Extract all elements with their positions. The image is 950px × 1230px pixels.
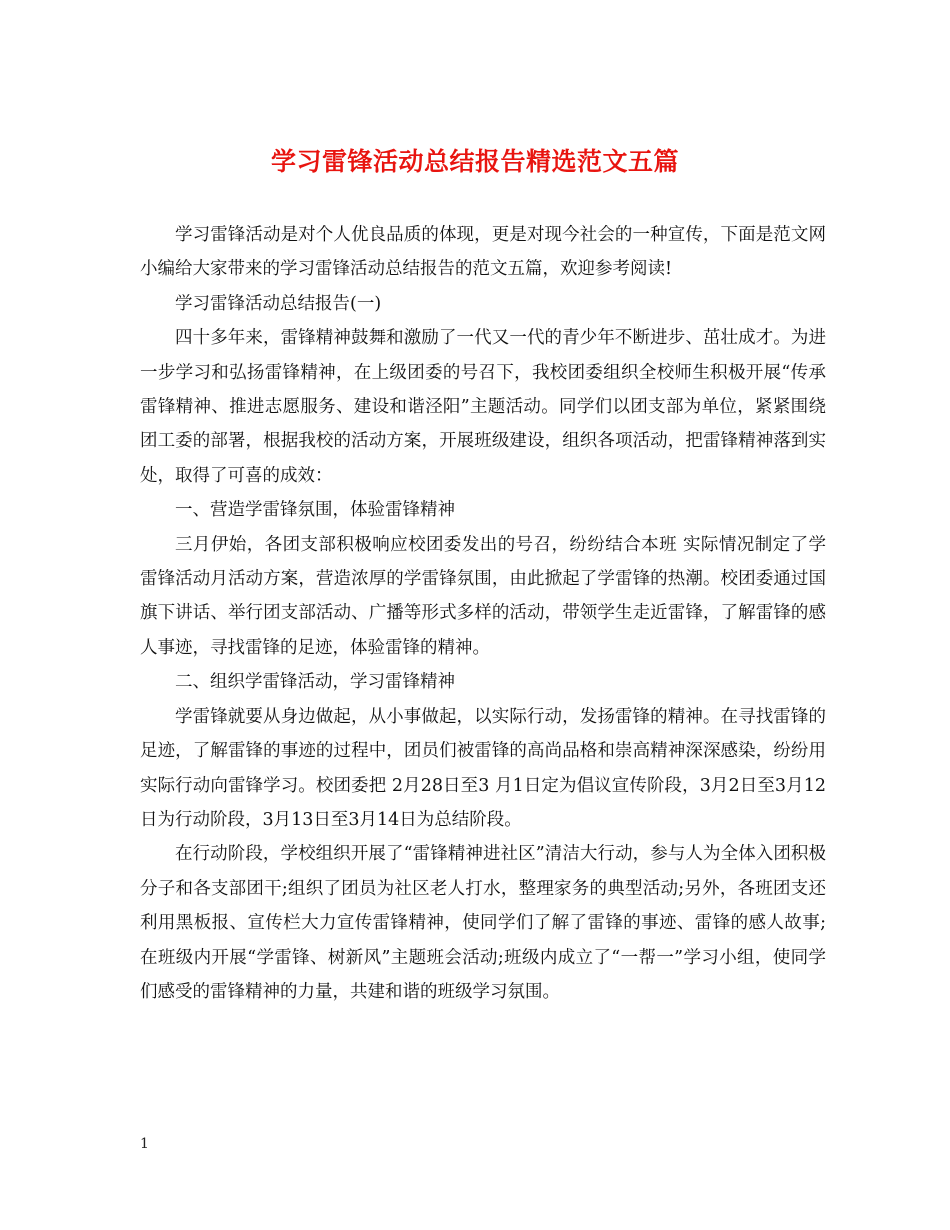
document-title: 学习雷锋活动总结报告精选范文五篇 [270, 147, 679, 176]
section-heading-1: 一、营造学雷锋氛围，体验雷锋精神 [175, 500, 455, 521]
body-paragraph: 三月伊始，各团支部积极响应校团委发出的号召，纷纷结合本班 实际情况制定了学雷锋活动月活动方案，营造浓厚的学雷锋氛围，由此掀起了学雷锋的热潮。校团委通过国旗下讲话、举行团支部活动、广播等形式多样的活动，带领学生走近雷锋，了解雷锋的感人事迹，寻找雷锋的足迹，体验雷锋的精神。 [140, 534, 826, 658]
body-paragraph: 在行动阶段，学校组织开展了“雷锋精神进社区”清洁大行动，参与人为全体入团积极分子和各支部团干;组织了团员为社区老人打水，整理家务的典型活动;另外，各班团支还利用黑板报、宣传栏大力宣传雷锋精神，使同学们了解了雷锋的事迹、雷锋的感人故事;在班级内开展“学雷锋、树新风”主题班会活动;班级内成立了“一帮一”学习小组，使同学们感受的雷锋精神的力量，共建和谐的班级学习氛围。 [140, 844, 826, 1002]
document-body [140, 218, 826, 1009]
page-number: 1 [140, 1136, 149, 1152]
body-paragraph: 四十多年来，雷锋精神鼓舞和激励了一代又一代的青少年不断进步、茁壮成才。为进一步学习和弘扬雷锋精神，在上级团委的号召下，我校团委组织全校师生积极开展“传承雷锋精神、推进志愿服务、建设和谐泾阳”主题活动。同学们以团支部为单位，紧紧围绕团工委的部署，根据我校的活动方案，开展班级建设，组织各项活动，把雷锋精神落到实处，取得了可喜的成效： [140, 328, 826, 486]
section-heading-report-1: 学习雷锋活动总结报告(一) [175, 293, 382, 314]
section-heading-2: 二、组织学雷锋活动，学习雷锋精神 [175, 672, 455, 693]
body-paragraph: 学雷锋就要从身边做起，从小事做起，以实际行动，发扬雷锋的精神。在寻找雷锋的足迹，了解雷锋的事迹的过程中，团员们被雷锋的高尚品格和崇高精神深深感染，纷纷用实际行动向雷锋学习。校团委把 2月28日至3 月1日定为倡议宣传阶段，3月2日至3月12日为行动阶段，3月13日至3月14日为总结阶段。 [140, 706, 826, 830]
intro-paragraph: 学习雷锋活动是对个人优良品质的体现，更是对现今社会的一种宣传，下面是范文网小编给大家带来的学习雷锋活动总结报告的范文五篇，欢迎参考阅读! [140, 225, 826, 280]
